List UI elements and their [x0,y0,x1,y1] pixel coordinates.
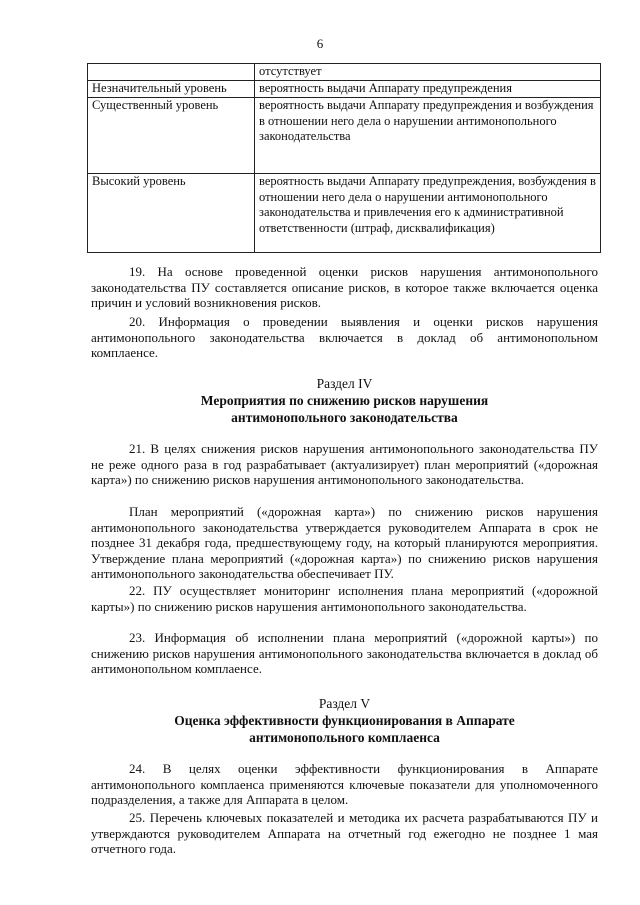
section-5-title-line-1: Оценка эффективности функционирования в Аппарате [174,713,515,728]
page-number: 6 [316,36,324,51]
risk-description-cell: вероятность выдачи Аппарату предупреждения и возбуждения в отношении него дела о нарушении антимонопольного законодательства [255,98,601,174]
risk-level-cell: Незначительный уровень [88,81,255,98]
paragraph-21: 21. В целях снижения рисков нарушения антимонопольного законодательства ПУ не реже одного раза в год разрабатывает (актуализирует) план мероприятий («дорожная карта») по снижению рисков нарушения антимонопольного законодательства. [91,441,598,487]
table-row [88,64,601,81]
risk-description-cell: вероятность выдачи Аппарату предупреждения [255,81,601,98]
section-4-title-line-2: антимонопольного законодательства [231,410,458,425]
section-5-title-line-2: антимонопольного комплаенса [249,730,440,745]
table-row [88,174,601,253]
section-4-label: Раздел IV [316,376,373,391]
table-row [88,98,601,174]
paragraph-21-plan: План мероприятий («дорожная карта») по снижению рисков нарушения антимонопольного законодательства утверждается руководителем Аппарата в срок не позднее 31 декабря года, предшествующему году, на который планируются мероприятия. Утверждение плана мероприятий («дорожная карта») по снижению рисков нарушения антимонопольного законодательства обеспечивает ПУ. [91,504,598,581]
paragraph-19: 19. На основе проведенной оценки рисков нарушения антимонопольного законодательства ПУ составляется описание рисков, в которое также включается оценка причин и условий возникновения рисков. [91,264,598,310]
risk-level-cell: Высокий уровень [88,174,255,253]
risk-description-cell: отсутствует [255,64,601,81]
table-row [88,81,601,98]
paragraph-23: 23. Информация об исполнении плана мероприятий («дорожной карты») по снижению рисков нарушения антимонопольного законодательства включается в доклад об антимонопольном комплаенсе. [91,630,598,676]
section-4-title-line-1: Мероприятия по снижению рисков нарушения [200,393,489,408]
risk-level-cell [88,64,255,81]
risk-level-cell: Существенный уровень [88,98,255,174]
section-5-label: Раздел V [318,696,371,711]
paragraph-22: 22. ПУ осуществляет мониторинг исполнения плана мероприятий («дорожной карты») по снижению рисков нарушения антимонопольного законодательства. [91,583,598,614]
risk-description-cell: вероятность выдачи Аппарату предупреждения, возбуждения в отношении него дела о нарушении антимонопольного законодательства и привлечения его к административной ответственности (штраф, дисквалификация) [255,174,601,253]
risk-level-table [87,63,601,253]
paragraph-20: 20. Информация о проведении выявления и оценки рисков нарушения антимонопольного законодательства включается в доклад об антимонопольном комплаенсе. [91,314,598,360]
paragraph-24: 24. В целях оценки эффективности функционирования в Аппарате антимонопольного комплаенса применяются ключевые показатели для уполномоченного подразделения, а также для Аппарата в целом. [91,761,598,807]
paragraph-25: 25. Перечень ключевых показателей и методика их расчета разрабатываются ПУ и утверждаются руководителем Аппарата на отчетный год ежегодно не позднее 1 мая отчетного года. [91,810,598,856]
